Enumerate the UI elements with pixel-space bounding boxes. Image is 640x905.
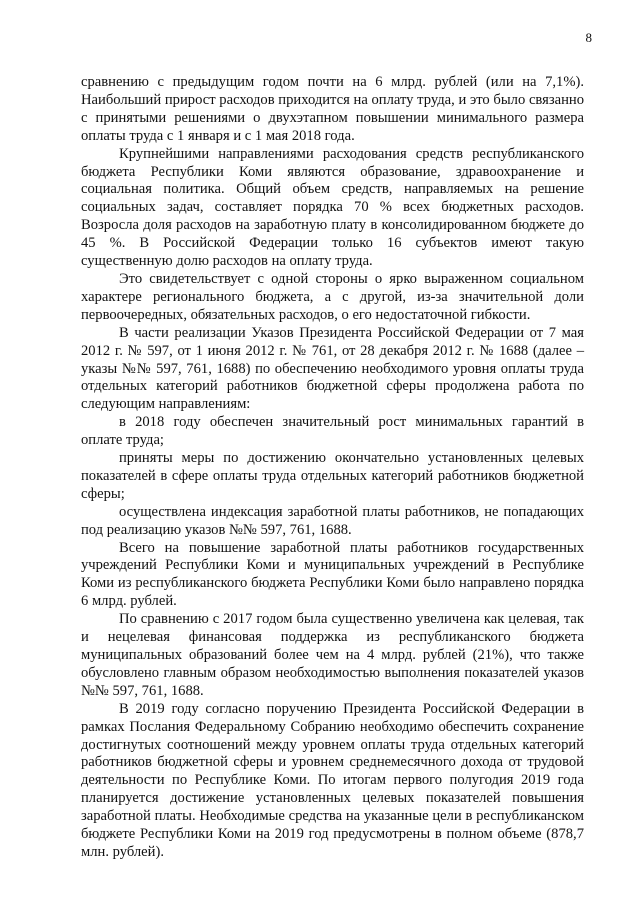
paragraph: Это свидетельствует с одной стороны о ярко выраженном социальном характере регионального бюджета, а с другой, из-за значительной доли первоочередных, обязательных расходов, о его недостаточной гибкости. [81,270,584,323]
body-text [81,74,584,862]
page-number: 8 [585,30,592,45]
list-item: приняты меры по достижению окончательно установленных целевых показателей в сфере оплаты труда отдельных категорий работников бюджетной сферы; [81,450,584,502]
paragraph: В 2019 году согласно поручению Президента Российской Федерации в рамках Послания Федеральному Собранию необходимо обеспечить сохранение достигнутых соотношений между уровнем оплаты труда отдельных категорий работников бюджетной сферы и уровнем среднемесячного дохода от трудовой деятельности по Республике Коми. По итогам первого полугодия 2019 года планируется достижение установленных целевых показателей повышения заработной платы. Необходимые средства на указанные цели в республиканском бюджете Республики Коми на 2019 год предусмотрены в полном объеме (878,7 млн. рублей). [81,700,584,860]
paragraph: По сравнению с 2017 годом была существенно увеличена как целевая, так и нецелевая финансовая поддержка из республиканского бюджета муниципальных образований более чем на 4 млрд. рублей (21%), что также обусловлено главным образом необходимостью выполнения показателей указов №№ 597, 761, 1688. [81,611,584,699]
paragraph: Всего на повышение заработной платы работников государственных учреждений Республики Коми и муниципальных учреждений в Республике Коми из республиканского бюджета Республики Коми было направлено порядка 6 млрд. рублей. [81,539,584,610]
paragraph: В части реализации Указов Президента Российской Федерации от 7 мая 2012 г. № 597, от 1 июня 2012 г. № 761, от 28 декабря 2012 г. № 1688 (далее – указы №№ 597, 761, 1688) по обеспечению необходимого уровня оплаты труда отдельных категорий работников бюджетной сферы продолжена работа по следующим направлениям: [81,324,584,413]
paragraph: сравнению с предыдущим годом почти на 6 млрд. рублей (или на 7,1%). Наибольший прирост расходов приходится на оплату труда, и это было связанно с принятыми решениями о двухэтапном повышении минимального размера оплаты труда с 1 января и с 1 мая 2018 года. [81,74,584,144]
list-item: в 2018 году обеспечен значительный рост минимальных гарантий в оплате труда; [81,414,584,449]
list-item: осуществлена индексация заработной платы работников, не попадающих под реализацию указов №№ 597, 761, 1688. [81,503,584,538]
paragraph: Крупнейшими направлениями расходования средств республиканского бюджета Республики Коми являются образование, здравоохранение и социальная политика. Общий объем средств, направляемых на решение социальных задач, составляет порядка 70 % всех бюджетных расходов. Возросла доля расходов на заработную плату в консолидированном бюджете до 45 %. В Российской Федерации только 16 субъектов имеют такую существенную долю расходов на оплату труда. [81,145,584,270]
